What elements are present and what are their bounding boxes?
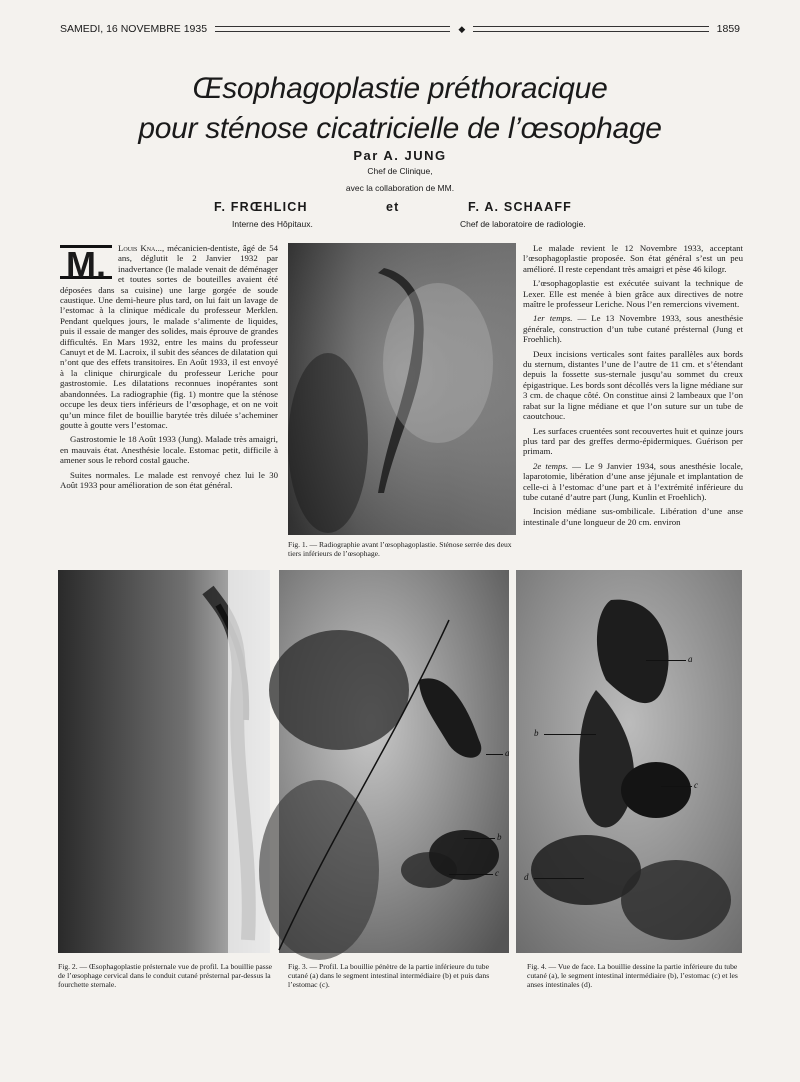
- figure-3-radiograph: [279, 570, 509, 953]
- paragraph: Gastrostomie le 18 Août 1933 (Jung). Malade très amaigri, en mauvais état. Anesthésie locale. Estomac petit, difficile à amener sous le rebord costal gauche.: [60, 434, 278, 466]
- fig4-label-d: d: [524, 872, 529, 882]
- fig3-label-a: a: [505, 748, 510, 758]
- paragraph: Incision médiane sus-ombilicale. Libération d’une anse intestinale d’une longueur de 20 cm. environ: [523, 506, 743, 527]
- fig4-label-b: b: [534, 728, 539, 738]
- paragraph: Deux incisions verticales sont faites parallèles aux bords du sternum, distantes l’une de l’autre de 11 cm. et s’étendant depuis la fossette sus-sternale jusqu’au sommet du creux épigastrique. Les bords sont décollés vers la ligne médiane sur 3 cm. de chaque côté. On constitue ainsi 2 lambeaux que l’on rabat sur la ligne médiane et que l’on suture sur un tube de caoutchouc.: [523, 348, 743, 422]
- second-author: F. FRŒHLICH: [214, 200, 308, 214]
- figure-1-caption: Fig. 1. — Radiographie avant l’œsophagoplastie. Sténose serrée des deux tiers inférieurs de l’œsophage.: [288, 540, 512, 559]
- paragraph-text: — Le 9 Janvier 1934, sous anesthésie locale, laparotomie, libération d’une anse jéjunale et implantation de celle-ci à l’estomac d’une part et à l’extrémité inférieure du tube cutané d’autre part (Jung, Kunlin et Froehlich).: [523, 460, 743, 502]
- step-label: 2e temps.: [533, 460, 569, 471]
- figure-4-radiograph: [516, 570, 742, 953]
- fig4-label-a: a: [688, 654, 693, 664]
- fig3-pointer-a: [486, 754, 503, 755]
- fig4-pointer-d: [534, 878, 584, 879]
- paragraph: [523, 461, 743, 503]
- third-author-role: Chef de laboratoire de radiologie.: [460, 219, 586, 229]
- fig4-label-c: c: [694, 780, 698, 790]
- fig4-pointer-a: [646, 660, 686, 661]
- fig4-pointer-c: [661, 786, 692, 787]
- second-author-role: Interne des Hôpitaux.: [232, 219, 313, 229]
- paragraph-text: — Le 13 Novembre 1933, sous anesthésie générale, construction d’un tube cutané présternal (Jung et Froehlich).: [523, 313, 743, 345]
- author-conjunction: et: [386, 200, 400, 214]
- paragraph: Les surfaces cruentées sont recouvertes huit et quinze jours plus tard par des greffes dermo-épidermiques. Guérison per primam.: [523, 425, 743, 457]
- paragraph: Le malade revient le 12 Novembre 1933, acceptant l’œsophagoplastie proposée. Son état général s’est un peu amélioré. Il reste cependant très amaigri et pèse 46 kilogr.: [523, 243, 743, 274]
- fig3-pointer-b: [464, 838, 495, 839]
- main-author: Par A. JUNG: [353, 148, 447, 163]
- paragraph: [523, 313, 743, 344]
- paragraph: L’œsophagoplastie est exécutée suivant la technique de Lexer. Elle est menée à bien grâce aux directives de notre maître le professeur Leriche. Nous l’en remercions vivement.: [523, 278, 743, 310]
- fig4-pointer-b: [544, 734, 596, 735]
- header-rule-right: [473, 26, 708, 32]
- article-title-line1: Œsophagoplastie préthoracique: [192, 72, 608, 105]
- fig3-label-b: b: [497, 832, 502, 842]
- collaboration-note: avec la collaboration de MM.: [345, 183, 455, 193]
- figure-1-radiograph: [288, 243, 516, 535]
- main-author-role: Chef de Clinique,: [367, 166, 433, 176]
- text-column-right: [523, 243, 743, 531]
- article-title-line2: pour sténose cicatricielle de l’œsophage: [138, 112, 662, 145]
- figure-2-radiograph: [58, 570, 270, 953]
- running-header: [60, 22, 740, 36]
- paragraph-text: mécanicien-dentiste, âgé de 54 ans, déglutit le 2 Janvier 1932 par inadvertance (le malade venait de déménager et toutes sortes de bouteilles avaient été déposées dans sa cuisine) une large gorgée de soude caustique. Une demi-heure plus tard, on lui fait un lavage de l’estomac à la clinique médicale du professeur Merklen. Pendant quelques jours, le malade s’alimente de liquides, puis il essaie de manger des solides, mais éprouve de grandes difficultés. En Mars 1932, entre les mains du professeur Canuyt et de M. Lacroix, il subit des séances de dilatation qui n’ont que des effets transitoires. En Août 1933, il est envoyé à la clinique chirurgicale du professeur Leriche pour gastrostomie. Les dilatations reconnues inopérantes sont abandonnées. La radiographie (fig. 1) montre que la sténose occupe les deux tiers inférieurs de l’œsophage, et on ne voit qu’un mince filet de bouillie barytée très diluée s’acheminer goutte à goutte vers l’estomac.: [60, 243, 278, 430]
- text-column-left: [60, 243, 278, 494]
- figure-2-caption: Fig. 2. — Œsophagoplastie présternale vue de profil. La bouillie passe de l’œsophage cervical dans le conduit cutané présternal par-dessus la fourchette sternale.: [58, 962, 273, 990]
- third-author: F. A. SCHAAFF: [468, 200, 573, 214]
- drop-cap: M.: [60, 245, 112, 279]
- header-rule-left: [215, 26, 450, 32]
- header-date: SAMEDI, 16 NOVEMBRE 1935: [60, 23, 208, 35]
- figure-3-caption: Fig. 3. — Profil. La bouillie pénètre de la partie inférieure du tube cutané (a) dans le segment intestinal intermédiaire (b) et puis dans l’estomac (c).: [288, 962, 490, 990]
- diamond-icon: ◆: [458, 23, 466, 34]
- paragraph: Suites normales. Le malade est renvoyé chez lui le 30 Août 1933 pour amélioration de son état général.: [60, 469, 278, 490]
- page-number: 1859: [716, 23, 740, 35]
- patient-name: Louis Kna...,: [118, 243, 165, 253]
- step-label: 1er temps.: [533, 313, 573, 324]
- fig3-label-c: c: [495, 868, 499, 878]
- fig3-pointer-c: [449, 874, 493, 875]
- figure-4-caption: Fig. 4. — Vue de face. La bouillie dessine la partie inférieure du tube cutané (a), le segment intestinal intermédiaire (b), l’estomac (c) et les anses intestinales (d).: [527, 962, 738, 990]
